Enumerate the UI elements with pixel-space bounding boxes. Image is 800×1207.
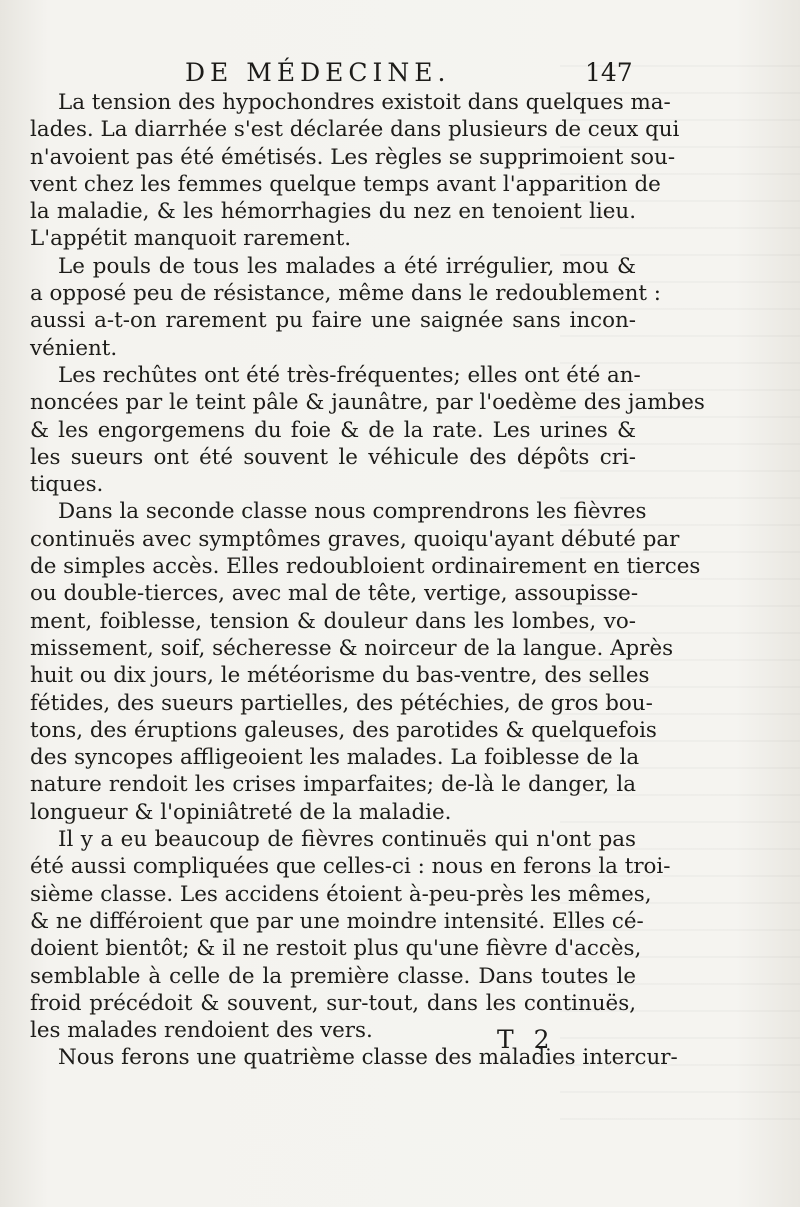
text-line: ment, foiblesse, tension & douleur dans les lombes, vo- — [30, 608, 636, 634]
text-line: vent chez les femmes quelque temps avant l'apparition de — [30, 171, 661, 197]
paragraph — [30, 253, 661, 362]
text-line: La tension des hypochondres existoit dans quelques ma- — [58, 90, 671, 115]
text-line: huit ou dix jours, le météorisme du bas-ventre, des selles — [30, 663, 650, 689]
paragraph — [30, 89, 680, 253]
text-line: missement, soif, sécheresse & noirceur de la langue. Après — [30, 635, 674, 661]
text-line: Il y a eu beaucoup de fièvres continuës qui n'ont pas — [58, 827, 636, 853]
text-line: continuës avec symptômes graves, quoiqu'ayant débuté par — [30, 526, 680, 552]
text-line: L'appétit manquoit rarement. — [30, 226, 352, 252]
text-line: des syncopes affligeoient les malades. La foiblesse de la — [30, 745, 640, 771]
text-line: a opposé peu de résistance, même dans le redoublement : — [30, 281, 661, 307]
text-line: fétides, des sueurs partielles, des pétéchies, de gros bou- — [30, 690, 653, 716]
text-line: de simples accès. Elles redoubloient ordinairement en tierces — [30, 554, 701, 580]
text-line: doient bientôt; & il ne restoit plus qu'une fièvre d'accès, — [30, 936, 642, 962]
page-number: 147 — [585, 58, 633, 87]
paragraph — [30, 826, 671, 1044]
text-line: Nous ferons une quatrième classe des maladies intercur- — [58, 1045, 678, 1071]
text-line: lades. La diarrhée s'est déclarée dans plusieurs de ceux qui — [30, 117, 680, 143]
text-line: Dans la seconde classe nous comprendrons les fièvres — [58, 499, 647, 525]
text-line: la maladie, & les hémorrhagies du nez en tenoient lieu. — [30, 199, 636, 225]
text-line: & ne différoient que par une moindre intensité. Elles cé- — [30, 908, 644, 934]
text-line: & les engorgemens du foie & de la rate. Les urines & — [30, 417, 636, 443]
text-line: semblable à celle de la première classe. Dans toutes le — [30, 963, 636, 989]
text-line: aussi a-t-on rarement pu faire une saignée sans incon- — [30, 308, 636, 334]
text-line: Le pouls de tous les malades a été irrégulier, mou & — [58, 253, 636, 279]
text-line: n'avoient pas été émétisés. Les règles se supprimoient sou- — [30, 144, 676, 170]
text-line: ou double-tierces, avec mal de tête, vertige, assoupisse- — [30, 581, 639, 607]
text-line: nature rendoit les crises imparfaites; de-là le danger, la — [30, 772, 636, 798]
paragraph — [30, 498, 701, 826]
text-line: les malades rendoient des vers. — [30, 1018, 373, 1044]
running-head: DE MÉDECINE. — [185, 58, 451, 87]
text-line: tiques. — [30, 472, 104, 498]
text-line: longueur & l'opiniâtreté de la maladie. — [30, 799, 452, 825]
text-line: noncées par le teint pâle & jaunâtre, par l'oedème des jambes — [30, 390, 705, 416]
signature-mark: T 2 — [497, 1025, 556, 1054]
body-text — [30, 89, 705, 1072]
text-line: sième classe. Les accidens étoient à-peu-près les mêmes, — [30, 881, 652, 907]
text-line: été aussi compliquées que celles-ci : nous en ferons la troi- — [30, 854, 671, 880]
text-line: vénient. — [30, 335, 118, 361]
paragraph — [30, 362, 705, 498]
text-line: tons, des éruptions galeuses, des parotides & quelquefois — [30, 717, 657, 743]
text-line: froid précédoit & souvent, sur-tout, dans les continuës, — [30, 990, 636, 1016]
text-line: Les rechûtes ont été très-fréquentes; elles ont été an- — [58, 362, 641, 388]
text-line: les sueurs ont été souvent le véhicule des dépôts cri- — [30, 444, 636, 470]
